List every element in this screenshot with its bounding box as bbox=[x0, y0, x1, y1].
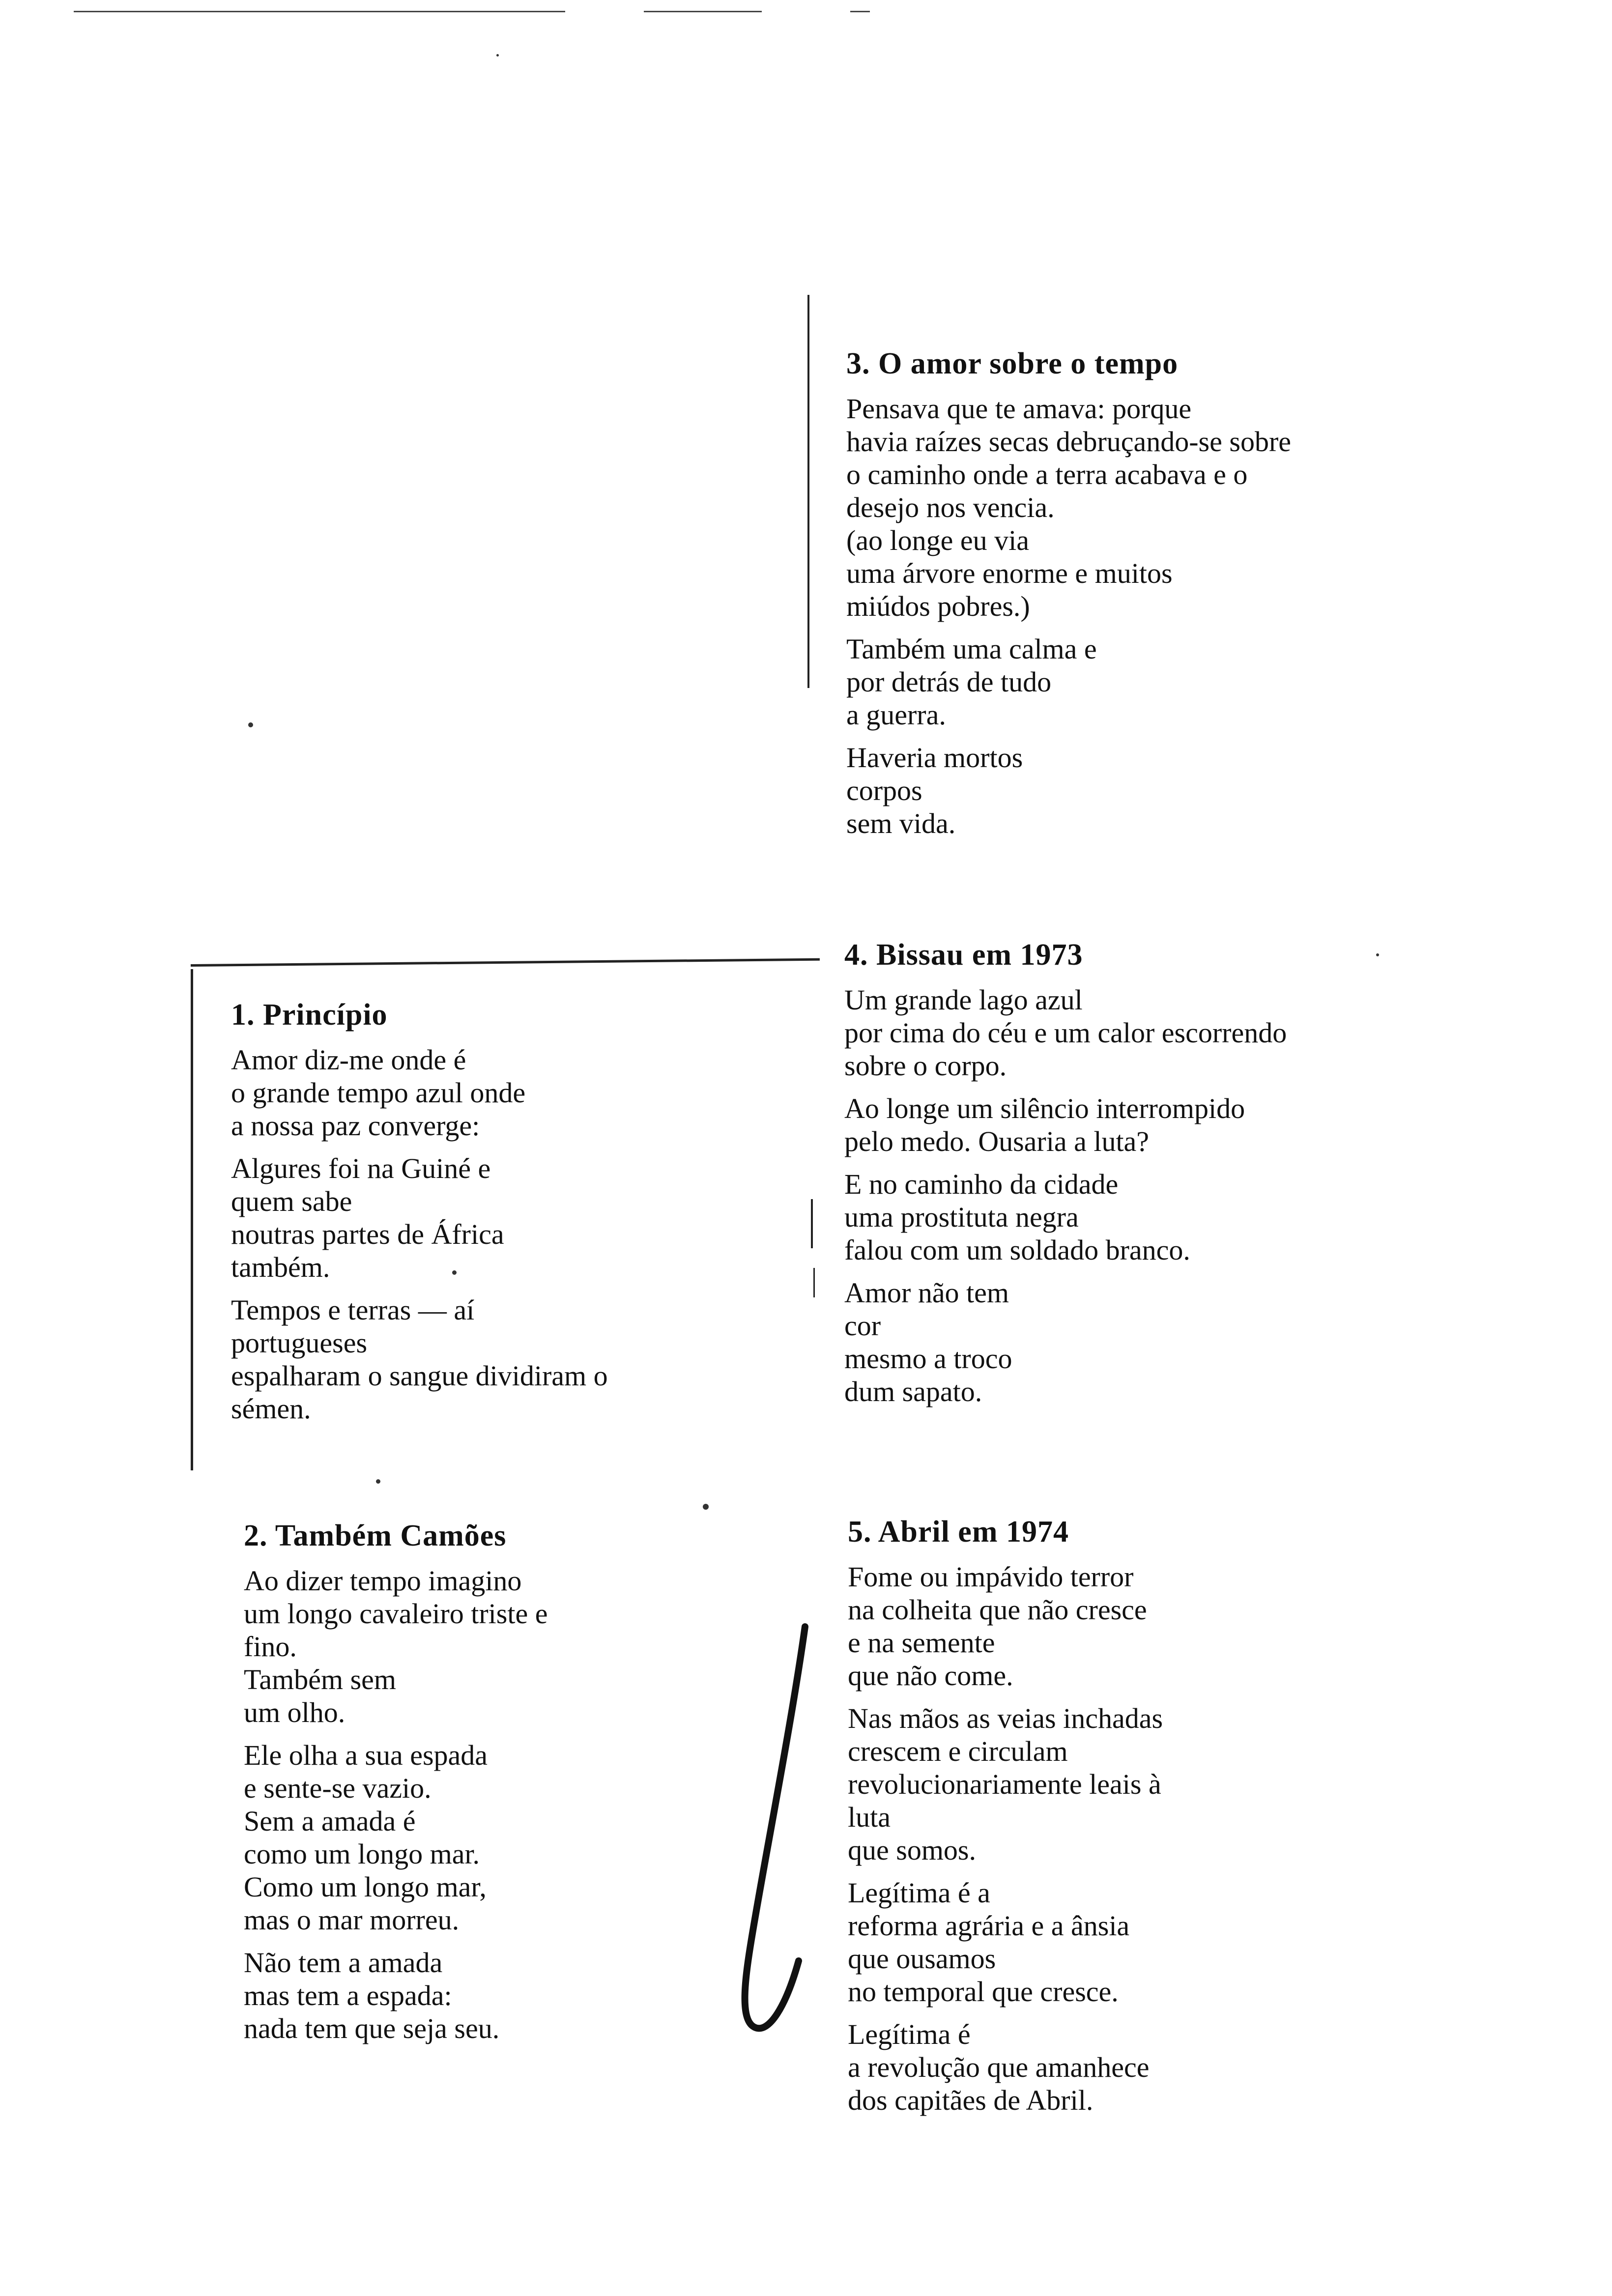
poem-title: 1. Princípio bbox=[231, 998, 388, 1032]
top-crop-line bbox=[644, 11, 762, 12]
poem-line: pelo medo. Ousaria a luta? bbox=[844, 1125, 1150, 1157]
poem-line: luta bbox=[848, 1801, 891, 1833]
poem-line: Amor não tem bbox=[844, 1277, 1009, 1309]
stanza bbox=[848, 1560, 1163, 1692]
poem-line: (ao longe eu via bbox=[846, 524, 1030, 556]
poem-line: sémen. bbox=[231, 1393, 311, 1425]
poem-line: que ousamos bbox=[848, 1943, 996, 1975]
poem-line: Sem a amada é bbox=[244, 1805, 416, 1837]
poem-line: Haveria mortos bbox=[846, 742, 1023, 774]
poem-line: crescem e circulam bbox=[848, 1735, 1068, 1767]
poem-line: reforma agrária e a ânsia bbox=[848, 1910, 1130, 1942]
poem-line: Tempos e terras — aí bbox=[231, 1294, 475, 1326]
poem-line: por detrás de tudo bbox=[846, 666, 1052, 698]
poem-line: miúdos pobres.) bbox=[846, 590, 1030, 622]
frame-top-rule bbox=[191, 958, 820, 967]
stanza bbox=[244, 1564, 547, 1729]
poem-line: um longo cavaleiro triste e bbox=[244, 1598, 548, 1630]
poem-line: Também uma calma e bbox=[846, 633, 1097, 665]
poem-line: o grande tempo azul onde bbox=[231, 1077, 526, 1109]
poem-line: e sente-se vazio. bbox=[244, 1772, 432, 1804]
speck bbox=[703, 1504, 709, 1510]
poem-line: a revolução que amanhece bbox=[848, 2051, 1150, 2083]
poem-line: Nas mãos as veias inchadas bbox=[848, 1702, 1163, 1734]
poem-line: Fome ou impávido terror bbox=[848, 1561, 1134, 1593]
poem-line: falou com um soldado branco. bbox=[844, 1234, 1190, 1266]
stanza bbox=[846, 632, 1291, 731]
stanza bbox=[846, 392, 1291, 623]
poem-line: o caminho onde a terra acabava e o bbox=[846, 459, 1248, 490]
stanza bbox=[844, 1276, 1287, 1408]
poem-line: que não come. bbox=[848, 1660, 1013, 1692]
poem-o-amor-sobre-o-tempo bbox=[846, 346, 1291, 850]
poem-line: mas o mar morreu. bbox=[244, 1904, 460, 1936]
stanza bbox=[844, 1092, 1287, 1158]
stanza bbox=[244, 1946, 547, 2045]
poem-line: Legítima é bbox=[848, 2018, 971, 2050]
stanza bbox=[848, 2018, 1163, 2117]
stanza bbox=[846, 741, 1291, 840]
poem-abril-em-1974 bbox=[848, 1515, 1163, 2126]
stanza bbox=[231, 1043, 608, 1142]
poem-title: 4. Bissau em 1973 bbox=[844, 938, 1083, 972]
poem-line: desejo nos vencia. bbox=[846, 491, 1055, 523]
poem-line: sem vida. bbox=[846, 807, 956, 839]
poem-line: dum sapato. bbox=[844, 1376, 982, 1407]
stanza bbox=[244, 1739, 547, 1936]
poem-line: havia raízes secas debruçando-se sobre bbox=[846, 426, 1292, 458]
stanza bbox=[844, 1168, 1287, 1266]
poem-line: corpos bbox=[846, 775, 922, 806]
poem-title: 5. Abril em 1974 bbox=[848, 1515, 1069, 1549]
poem-line: um olho. bbox=[244, 1696, 345, 1728]
vertical-rule bbox=[807, 295, 809, 688]
poem-line: Amor diz-me onde é bbox=[231, 1044, 466, 1076]
stanza bbox=[844, 983, 1287, 1082]
poem-line: por cima do céu e um calor escorrendo bbox=[844, 1017, 1287, 1049]
top-crop-line bbox=[850, 11, 870, 12]
stanza bbox=[848, 1876, 1163, 2008]
poem-line: uma árvore enorme e muitos bbox=[846, 557, 1173, 589]
poem-principio bbox=[231, 998, 608, 1435]
top-crop-line bbox=[74, 11, 565, 12]
hook-mark bbox=[718, 1617, 816, 2059]
poem-line: Legítima é a bbox=[848, 1877, 990, 1909]
poem-line: Não tem a amada bbox=[244, 1947, 443, 1979]
stanza bbox=[231, 1293, 608, 1425]
poem-line: noutras partes de África bbox=[231, 1218, 504, 1250]
poem-title: 3. O amor sobre o tempo bbox=[846, 347, 1179, 380]
poem-line: como um longo mar. bbox=[244, 1838, 480, 1870]
poem-tambem-camoes bbox=[244, 1519, 547, 2055]
poem-line: que somos. bbox=[848, 1834, 976, 1866]
poem-line: uma prostituta negra bbox=[844, 1201, 1079, 1233]
poem-line: cor bbox=[844, 1310, 881, 1342]
poem-line: mesmo a troco bbox=[844, 1343, 1012, 1375]
frame-left-rule bbox=[191, 969, 193, 1470]
poem-line: Ao dizer tempo imagino bbox=[244, 1565, 522, 1597]
speck bbox=[1376, 953, 1379, 956]
poem-line: sobre o corpo. bbox=[844, 1050, 1007, 1082]
poem-line: Também sem bbox=[244, 1664, 397, 1695]
poem-title: 2. Também Camões bbox=[244, 1519, 507, 1552]
poem-line: Como um longo mar, bbox=[244, 1871, 487, 1903]
vertical-tick bbox=[811, 1199, 813, 1248]
poem-line: no temporal que cresce. bbox=[848, 1976, 1119, 2008]
poem-line: nada tem que seja seu. bbox=[244, 2012, 500, 2044]
vertical-tick bbox=[813, 1268, 815, 1297]
speck bbox=[496, 54, 499, 57]
speck bbox=[248, 722, 253, 727]
poem-line: revolucionariamente leais à bbox=[848, 1768, 1161, 1800]
poem-line: dos capitães de Abril. bbox=[848, 2084, 1094, 2116]
poem-line: Ele olha a sua espada bbox=[244, 1739, 488, 1771]
stanza bbox=[231, 1152, 608, 1284]
poem-line: portugueses bbox=[231, 1327, 368, 1359]
poem-line: quem sabe bbox=[231, 1185, 352, 1217]
poem-line: fino. bbox=[244, 1631, 297, 1663]
poem-line: a nossa paz converge: bbox=[231, 1110, 480, 1142]
poem-line: mas tem a espada: bbox=[244, 1980, 452, 2011]
poem-line: espalharam o sangue dividiram o bbox=[231, 1360, 608, 1392]
poem-line: Um grande lago azul bbox=[844, 984, 1083, 1016]
poem-line: E no caminho da cidade bbox=[844, 1168, 1119, 1200]
poem-line: Pensava que te amava: porque bbox=[846, 393, 1192, 425]
poem-line: também. bbox=[231, 1251, 330, 1283]
speck bbox=[376, 1479, 380, 1484]
poem-bissau-em-1973 bbox=[844, 938, 1287, 1418]
poem-line: Ao longe um silêncio interrompido bbox=[844, 1092, 1245, 1124]
poem-line: e na semente bbox=[848, 1627, 995, 1659]
stanza bbox=[848, 1702, 1163, 1866]
poem-line: a guerra. bbox=[846, 699, 946, 731]
poem-line: Algures foi na Guiné e bbox=[231, 1152, 491, 1184]
poem-line: na colheita que não cresce bbox=[848, 1594, 1147, 1626]
